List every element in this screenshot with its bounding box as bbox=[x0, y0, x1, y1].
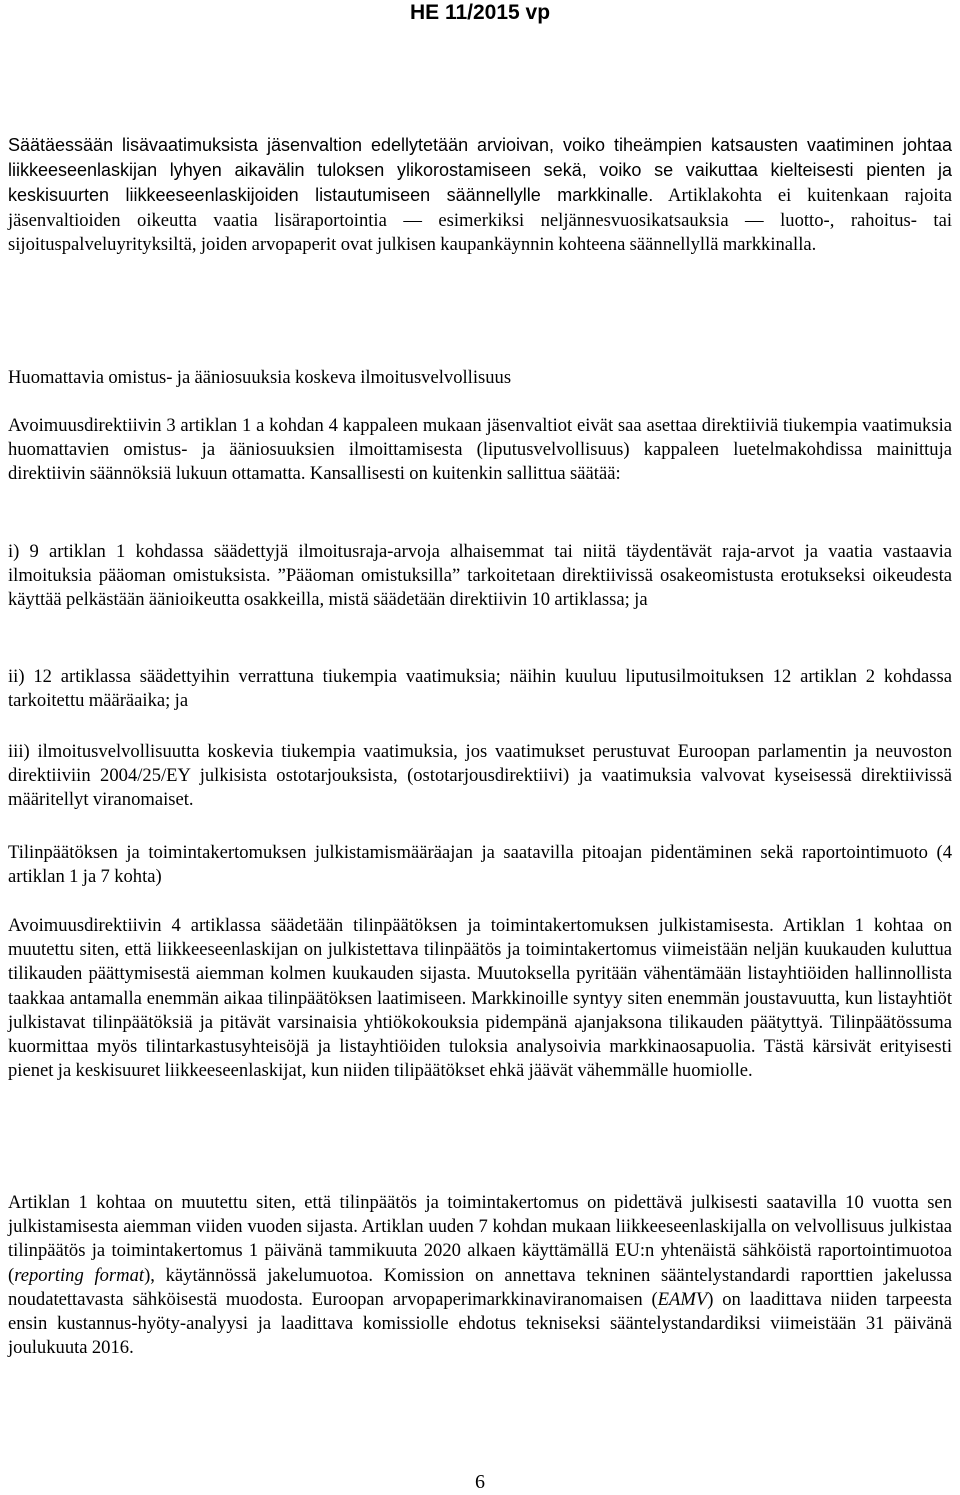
paragraph-3-text-c: ) on laadittava niiden tarpeesta ensin kustannus-hyöty-analyysi ja laadittava komissiolle ehdotus tekniseksi sääntelystandardiksi viimeistään 31 päivänä joulukuuta 2016. bbox=[8, 1288, 952, 1359]
document-header: HE 11/2015 vp bbox=[409, 1, 551, 24]
section-paragraph-2: Avoimuusdirektiivin 4 artiklassa säädetään tilinpäätöksen ja toimintakertomuksen julkistamisesta. Artiklan 1 kohtaa on muutettu siten, että liikkeeseenlaskijan on julkistettava tilinpäätös ja toimintakertomus viimeistään neljän kuukauden kuluttua tilikauden päättymisestä aiemman kolmen kuukauden sijasta. Muutoksella pyritään vähentämään listayhtiöiden hallinnollista taakkaa antamalla enemmän aikaa tilinpäätöksen laatimiseen. Markkinoille syntyy siten enemmän joustavuutta, kun listayhtiöt julkistavat tilinpäätöksiä ja pitävät varsinaisia yhtiökokouksia pidempänä ajanjaksona tilikauden päätyttyä. Tilinpäätössuma kuormittaa myös tilintarkastusyhteisöjä ja listayhtiöiden tuloksia analysoivia markkinaosapuolia. Tästä kärsivät erityisesti pienet ja keskisuuret liikkeeseenlaskijat, kun niiden tilipäätökset ehkä jäävät vähemmälle huomiolle. bbox=[8, 915, 952, 1082]
intro-paragraph-part-1: Säätäessään lisävaatimuksista jäsenvaltion edellytetään arvioivan, voiko tiheämpien katsausten vaatiminen johtaa liikkeeseenlaskijan lyhyen aikavälin tuloksen ylikorostamiseen sekä, voiko se vaikuttaa kielteisesti pienten ja keskisuurten liikkeeseenlaskijoiden listautumiseen säännellylle markkinalle. bbox=[8, 135, 952, 206]
section-heading-liputusvelvollisuus: Huomattavia omistus- ja ääniosuuksia koskeva ilmoitusvelvollisuus bbox=[8, 367, 512, 388]
reporting-format-term: reporting format bbox=[14, 1264, 145, 1286]
list-item-ii: ii) 12 artiklassa säädettyihin verrattuna tiukempia vaatimuksia; näihin kuuluu liputusilmoituksen 12 artiklan 2 kohdassa tarkoitettu määräaika; ja bbox=[8, 666, 952, 712]
section-paragraph-1: Avoimuusdirektiivin 3 artiklan 1 a kohdan 4 kappaleen mukaan jäsenvaltiot eivät saa asettaa direktiiviä tiukempia vaatimuksia huomattavien omistus- ja ääniosuuksien ilmoittamisesta (liputusvelvollisuus) kappaleen luetelmakohdissa mainittuja direktiivin säännöksiä lukuun ottamatta. Kansallisesti on kuitenkin sallittua säätää: bbox=[8, 415, 952, 485]
intro-paragraph bbox=[8, 133, 952, 325]
list-item-iii: iii) ilmoitusvelvollisuutta koskevia tiukempia vaatimuksia, jos vaatimukset perustuvat Euroopan parlamentin ja neuvoston direktiiviin 2004/25/EY julkisista ostotarjouksista, (ostotarjousdirektiivi) ja vaatimuksia valvovat kyseisessä direktiivissä määritellyt viranomaiset. bbox=[8, 741, 952, 811]
section-heading-tilinpaatos: Tilinpäätöksen ja toimintakertomuksen julkistamismääräajan ja saatavilla pitoajan pidentäminen sekä raportointimuoto (4 artiklan 1 ja 7 kohta) bbox=[8, 842, 952, 888]
list-item-i: i) 9 artiklan 1 kohdassa säädettyjä ilmoitusraja-arvoja alhaisemmat tai niitä täydentävät raja-arvot ja vaatia vastaavia ilmoituksia pääoman omistuksista. ”Pääoman omistuksilla” tarkoitetaan direktiivissä osakeomistusta erotukseksi oikeudesta käyttää pelkästään äänioikeutta osakkeilla, mistä säädetään direktiivin 10 artiklassa; ja bbox=[8, 541, 952, 611]
section-paragraph-3 bbox=[8, 1191, 952, 1360]
eamv-abbreviation: EAMV bbox=[657, 1288, 708, 1310]
paragraph-3-text-b: ), käytännössä jakelumuotoa. Komission on annettava tekninen sääntelystandardi raporttien jakelussa noudatettavasta sähköisestä muodosta. Euroopan arvopaperimarkkinaviranomaisen ( bbox=[8, 1264, 952, 1310]
paragraph-3-text-a: Artiklan 1 kohtaa on muutettu siten, että tilinpäätös ja toimintakertomus on pidettävä julkisesti saatavilla 10 vuotta sen julkistamisesta aiemman viiden vuoden sijasta. Artiklan uuden 7 kohdan mukaan liikkeeseenlaskijalla on velvollisuus julkistaa tilinpäätös ja toimintakertomus 1 päivänä tammikuuta 2020 alkaen käyttämällä EU:n yhtenäistä sähköistä raportointimuotoa ( bbox=[8, 1192, 952, 1286]
intro-paragraph-part-2: Artiklakohta ei kuitenkaan rajoita jäsenvaltioiden oikeutta vaatia lisäraportointia ― esimerkiksi neljännesvuosikatsauksia ― luotto-, rahoitus- tai sijoituspalveluyrityksiltä, joiden arvopaperit ovat julkisen kaupankäynnin kohteena säännellyllä markkinalla. bbox=[8, 185, 952, 255]
page-number: 6 bbox=[475, 1471, 485, 1493]
